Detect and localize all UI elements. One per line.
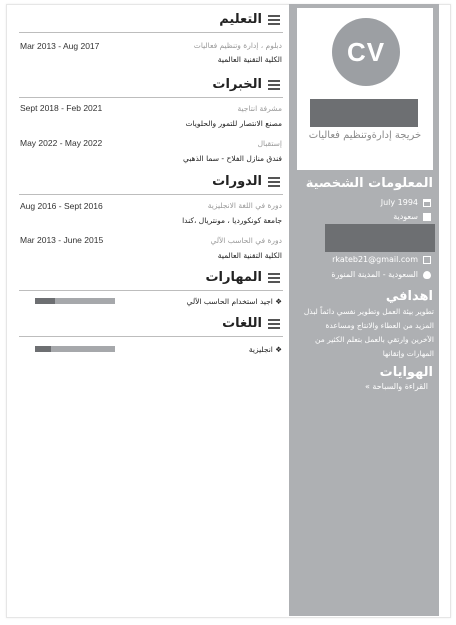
cv-logo: CV <box>332 18 400 86</box>
list-icon <box>268 80 280 90</box>
experience-divider <box>19 97 283 98</box>
skill-level-bar <box>35 298 115 304</box>
list-icon <box>268 319 280 329</box>
education-divider <box>19 32 283 33</box>
hobbies-heading: الهوايات <box>379 365 433 380</box>
courses-divider <box>19 194 283 195</box>
skill-level-fill <box>35 298 55 304</box>
experience-item-title: مشرفة انتاجية <box>237 104 282 113</box>
personal-info-heading: المعلومات الشخصية <box>305 176 433 191</box>
email-row <box>332 255 431 264</box>
diamond-bullet-icon: ❖ <box>272 297 282 306</box>
birth-date: July 1994 <box>380 198 418 207</box>
redacted-name <box>310 99 418 127</box>
profile-subtitle: خريجة إدارةوتنظيم فعاليات <box>308 130 422 141</box>
goals-text: تطوير بيئة العمل وتطوير نفسي دائماً لبذل المزيد من العطاء والانتاج ومساعدة الآخرين وارتقي بالعمل بتعلم الكثير من المهارات وإتقانها <box>303 307 434 358</box>
email[interactable]: rkateb21@gmail.com <box>332 255 418 264</box>
country: سعودية <box>393 212 418 221</box>
education-heading: التعليم <box>219 12 262 27</box>
language-level-fill <box>35 346 51 352</box>
redacted-phone <box>325 224 435 252</box>
languages-section-title <box>222 316 280 331</box>
experience-item-title: إستقبال <box>257 139 282 148</box>
course-item-title: دورة في اللغة الانجليزية <box>207 201 282 210</box>
courses-section-title <box>212 174 280 189</box>
flag-icon <box>423 213 431 221</box>
location-row <box>331 270 431 279</box>
course-item-title: دورة في الحاسب الآلي <box>210 236 282 245</box>
education-item-place: الكلية التقنية العالمية <box>217 55 282 64</box>
experience-item-place: فندق منازل الفلاح - سما الذهبي <box>182 154 282 163</box>
experience-item-date: May 2022 - May 2022 <box>20 138 103 148</box>
experience-section-title <box>212 77 280 92</box>
hobby-label: القراءة والسباحة <box>372 382 428 391</box>
languages-divider <box>19 336 283 337</box>
language-item <box>249 345 282 354</box>
location-pin-icon <box>423 271 431 279</box>
course-item-place: جامعة كونكورديا ، مونتريال ،كندا <box>182 216 282 225</box>
education-section-title <box>219 12 280 27</box>
calendar-icon <box>423 199 431 207</box>
course-item-date: Mar 2013 - June 2015 <box>20 235 104 245</box>
list-icon <box>268 177 280 187</box>
goals-heading: اهدافي <box>385 289 433 304</box>
skills-section-title <box>205 270 280 285</box>
skills-divider <box>19 290 283 291</box>
course-item-date: Aug 2016 - Sept 2016 <box>20 201 103 211</box>
courses-heading: الدورات <box>212 174 262 189</box>
country-row <box>393 212 431 221</box>
list-icon <box>268 15 280 25</box>
language-level-bar <box>35 346 115 352</box>
diamond-bullet-icon: ❖ <box>272 345 282 354</box>
education-item-title: دبلوم ، إدارة وتنظيم فعاليات <box>193 41 282 50</box>
skill-label: اجيد استخدام الحاسب الآلي <box>186 297 273 306</box>
list-icon <box>268 273 280 283</box>
location: السعودية - المدينة المنورة <box>331 270 418 279</box>
language-label: انجليزية <box>248 345 273 354</box>
languages-heading: اللغات <box>222 316 262 331</box>
mail-icon <box>423 256 431 264</box>
hobby-item <box>365 382 428 391</box>
experience-item-place: مصنع الانتصار للتمور والحلويات <box>185 119 282 128</box>
skills-heading: المهارات <box>205 270 262 285</box>
skill-item <box>187 297 282 306</box>
education-item-date: Mar 2013 - Aug 2017 <box>20 41 100 51</box>
experience-heading: الخبرات <box>212 77 262 92</box>
birth-row <box>381 198 431 207</box>
course-item-place: الكلية التقنية العالمية <box>217 251 282 260</box>
experience-item-date: Sept 2018 - Feb 2021 <box>20 103 103 113</box>
quote-bullet-icon: » <box>364 382 370 391</box>
